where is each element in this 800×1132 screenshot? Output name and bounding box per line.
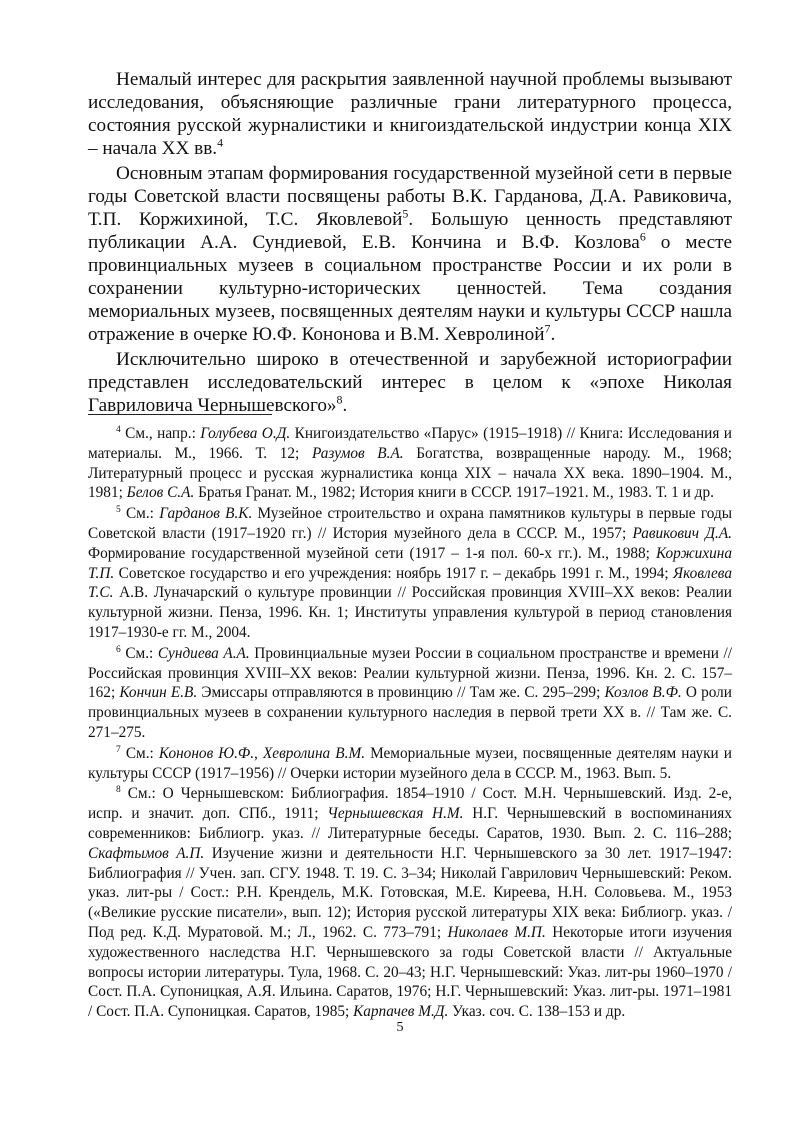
footnote-author: Белов С.А.: [126, 484, 195, 502]
footnotes: [88, 424, 732, 1022]
footnote-text: См.:: [120, 644, 158, 662]
footnote-text: См.:: [120, 505, 160, 523]
footnote-text: Некоторые итоги изучения художественного наследства Н.Г. Чернышевского за годы Советской власти // Актуальные вопросы истории литературы. Тула, 1968. С. 20–43; Н.Г. Чернышевский: Указ. лит-ры 1960–1970 / Сост. П.А. Супоницкая, А.Я. Ильина. Саратов, 1976; Н.Г. Чернышевский: Указ. лит-ры. 1971–1981 / Сост. П.А. Супоницкая. Саратов, 1985;: [88, 923, 733, 1021]
footnote-text: См.:: [120, 744, 159, 762]
footnote-7: [88, 744, 732, 784]
footnote-text: О роли провинциальных музеев в сохранении культурного наследия в первой трети XX в. // Там же. С. 271–275.: [88, 684, 732, 741]
footnote-author: Равикович Д.А.: [632, 524, 732, 542]
footnote-author: Кононов Ю.Ф., Хевролина В.М.: [158, 744, 366, 762]
footnote-text: Изучение жизни и деятельности Н.Г. Чернышевского за 30 лет. 1917–1947: Библиография // Учен. зап. СГУ. 1948. Т. 19. С. 3–34; Николай Гаврилович Чернышевский: Реком. указ. лит-ры / Сост.: Р.Н. Крендель, М.К. Готовская, М.Е. Киреева, Н.Н. Соловьева. М., 1953 («Великие русские писатели», вып. 12); История русской литературы XIX века: Библиогр. указ. / Под ред. К.Д. Муратовой. М.; Л., 1962. С. 773–791;: [88, 844, 733, 941]
footnote-author: Николаев М.П.: [447, 923, 546, 941]
footnote-author: Голубева О.Д.: [200, 425, 291, 442]
paragraph-3-end: .: [342, 395, 348, 416]
footnote-ref-6[interactable]: 6: [639, 229, 646, 244]
footnote-author: Разумов В.А.: [311, 444, 404, 462]
paragraph-3-text: Исключительно широко в отечественной и зарубежной историографии представлен исследовательский интерес в целом к «эпохе Николая Гавриловича Чернышевского»: [88, 349, 732, 416]
footnote-author: Яковлева Т.С.: [88, 564, 732, 602]
footnote-number: 4: [116, 424, 121, 435]
footnote-4: [88, 424, 732, 503]
footnote-text: См., напр.:: [120, 425, 201, 442]
footnote-number: 7: [116, 744, 121, 755]
footnote-text: Богатства, возвращенные народу. М., 1968; Литературный процесс и русская журналистика конца XIX – начала XX века. 1890–1904. М., 1981;: [88, 444, 732, 502]
footnote-8: [88, 784, 732, 1022]
footnote-ref-7[interactable]: 7: [544, 321, 551, 336]
footnote-text: Эмиссары отправляются в провинцию // Там же. С. 295–299;: [197, 684, 605, 702]
footnote-text: Братья Гранат. М., 1982; История книги в СССР. 1917–1921. М., 1983. Т. 1 и др.: [194, 484, 714, 502]
footnote-text: См.: О Чернышевском: Библиография. 1854–1910 / Сост. М.Н. Чернышевский. Изд. 2-е, испр. и значит. доп. СПб., 1911;: [88, 785, 732, 823]
footnote-author: Коржихина Т.П.: [88, 544, 732, 582]
paragraph-3: [88, 348, 732, 417]
footnote-ref-5[interactable]: 5: [402, 206, 409, 221]
footnote-text: Н.Г. Чернышевский в воспоминаниях современников: Библиогр. указ. // Литературные беседы. Саратов, 1930. Вып. 2. С. 116–288;: [88, 805, 732, 842]
footnote-author: Скафтымов А.П.: [88, 844, 205, 862]
footnote-number: 6: [116, 644, 121, 655]
paragraph-2-text-c: о месте провинциальных музеев в социальном пространстве России и их роли в сохранении культурно-исторических ценностей. Тема создания мемориальных музеев, посвященных деятелям науки и культуры СССР нашла отражение в очерке Ю.Ф. Кононова и В.М. Хевролиной: [88, 232, 732, 345]
footnote-text: Формирование государственной музейной сети (1917 – 1-я пол. 60-х гг.). М., 1988;: [88, 544, 656, 562]
footnote-5: [88, 504, 732, 643]
paragraph-2-text-a: Основным этапам формирования государственной музейной сети в первые годы Советской власти посвящены работы В.К. Гарданова, Д.А. Равиковича, Т.П. Коржихиной, Т.С. Яковлевой: [88, 163, 732, 230]
footnote-text: А.В. Луначарский о культуре провинции // Российская провинция XVIII–XX веков: Реалии культурной жизни. Пенза, 1996. Кн. 1; Институты управления культурой в период становления 1917–1930-е гг. М., 2004.: [88, 584, 732, 641]
paragraph-2: [88, 162, 732, 346]
footnote-author: Сундиева А.А.: [157, 644, 250, 662]
footnote-6: [88, 644, 732, 743]
footnote-number: 5: [116, 505, 121, 516]
paragraph-2-text-b: . Большую ценность представляют публикации А.А. Сундиевой, Е.В. Кончина и В.Ф. Козлова: [88, 209, 732, 253]
footnote-text: Книгоиздательство «Парус» (1915–1918) // Книга: Исследования и материалы. М., 1966. Т. 12;: [88, 425, 732, 462]
paragraph-1: [88, 68, 732, 160]
footnote-text: Указ. соч. С. 138–153 и др.: [448, 1003, 626, 1021]
footnote-text: Советское государство и его учреждения: ноябрь 1917 г. – декабрь 1991 г. М., 1994;: [114, 564, 674, 582]
footnote-number: 8: [116, 785, 121, 796]
main-text: [88, 68, 732, 417]
page-number: 5: [396, 1020, 404, 1035]
footnote-ref-8[interactable]: 8: [336, 392, 343, 407]
footnote-author: Кончин Е.В.: [119, 684, 198, 702]
footnote-author: Чернышевская Н.М.: [327, 805, 464, 823]
footnote-text: Мемориальные музеи, посвященные деятелям науки и культуры СССР (1917–1956) // Очерки истории музейного дела в СССР. М., 1963. Вып. 5.: [88, 744, 732, 782]
footnote-text: Музейное строительство и охрана памятников культуры в первые годы Советской власти (1917–1920 гг.) // История музейного дела в СССР. М., 1957;: [88, 505, 733, 542]
footnote-separator: [88, 414, 272, 415]
paragraph-2-text-d: .: [550, 324, 556, 345]
footnote-ref-4[interactable]: 4: [217, 135, 224, 150]
footnote-author: Козлов В.Ф.: [604, 684, 682, 702]
footnote-author: Карпачев М.Д.: [353, 1003, 449, 1021]
footnote-text: Провинциальные музеи России в социальном пространстве и времени // Российская провинция XVIII–XX веков: Реалии культурной жизни. Пенза, 1996. Кн. 2. С. 157–162;: [88, 644, 732, 702]
footnote-author: Гарданов В.К.: [159, 505, 253, 523]
paragraph-1-text: Немалый интерес для раскрытия заявленной научной проблемы вызывают исследования, объясняющие различные грани литературного процесса, состояния русской журналистики и книгоиздательской индустрии конца XIX – начала XX вв.: [88, 69, 732, 159]
